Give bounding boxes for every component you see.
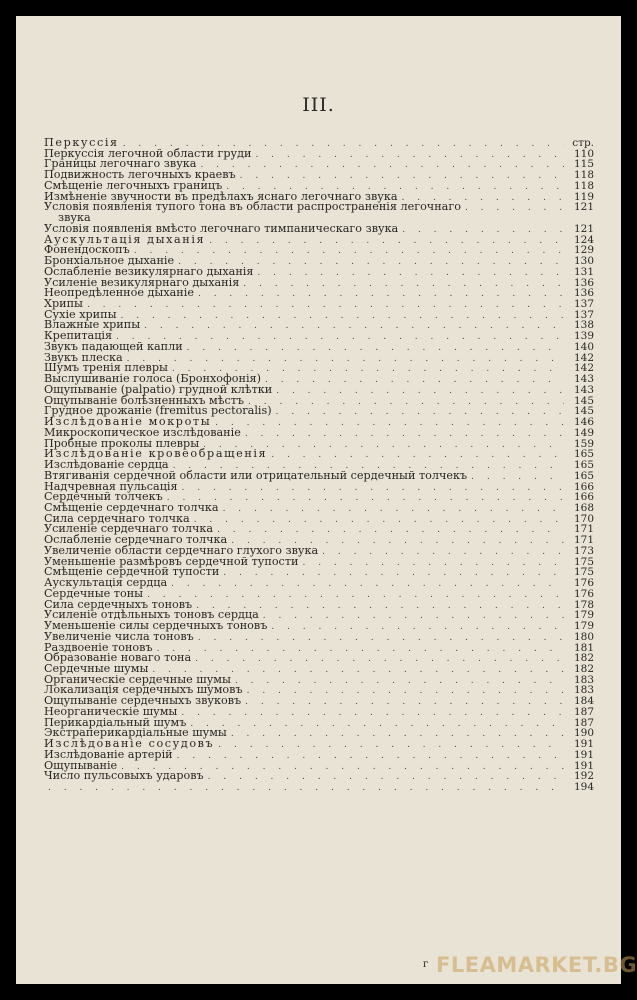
dot-leader	[167, 579, 564, 590]
toc-page-number: 173	[573, 544, 594, 557]
dot-leader	[244, 397, 564, 408]
toc-page-number: 149	[573, 426, 594, 439]
dot-leader	[253, 268, 564, 279]
dot-leader	[231, 676, 564, 687]
toc-entry-title: Границы легочнаго звука	[44, 157, 197, 171]
toc-page-number: 192	[573, 770, 594, 783]
toc-entry-title: Сила сердечныхъ тоновъ	[44, 597, 193, 611]
signature-mark: г	[423, 959, 429, 970]
toc-entry-title: Увеличеніе числа тоновъ	[44, 629, 194, 643]
dot-leader	[143, 590, 564, 601]
dot-leader	[239, 279, 564, 290]
toc-page-number: 143	[573, 373, 594, 386]
toc-page-number: 159	[573, 437, 594, 450]
dot-leader	[163, 493, 564, 504]
toc-page-number: 191	[573, 738, 594, 751]
dot-leader	[130, 246, 564, 257]
toc-entry	[44, 288, 594, 299]
toc-entry-title: Микроскопическое изслѣдованіе	[44, 425, 241, 439]
toc-page-number: 183	[573, 673, 594, 686]
toc-entry-title: Звукъ падающей капли	[44, 339, 183, 353]
toc-entry-title: Уменьшеніе силы сердечныхъ тоновъ	[44, 619, 268, 633]
toc-entry-title: Локализація сердечныхъ шумовъ	[44, 683, 243, 697]
toc-page-number: 191	[573, 748, 594, 761]
dot-leader	[227, 729, 564, 740]
dot-leader	[140, 321, 564, 332]
toc-page-number: 165	[573, 448, 594, 461]
dot-leader	[267, 450, 564, 461]
toc-page-number: 182	[573, 662, 594, 675]
toc-page-number: 170	[573, 512, 594, 525]
toc-entry-title: Уменьшеніе размѣровъ сердечной тупости	[44, 554, 299, 568]
toc-entry-title: Ослабленіе везикулярнаго дыханія	[44, 264, 254, 278]
toc-entry-title: Хрипы	[44, 297, 83, 311]
toc-entry-title: Бронхіальное дыханіе	[44, 254, 175, 268]
dot-leader	[241, 697, 564, 708]
toc-page-number: 165	[573, 459, 594, 472]
dot-leader	[123, 354, 564, 365]
toc-page-number: 179	[573, 620, 594, 633]
dot-leader	[318, 547, 564, 558]
toc-entry-title: звука	[58, 211, 91, 225]
toc-entry-title: Сердечные тоны	[44, 586, 144, 600]
dot-leader	[236, 171, 564, 182]
dot-leader	[205, 236, 564, 247]
page-heading: III.	[302, 94, 335, 116]
book-page	[16, 16, 637, 984]
toc-page-number: 166	[573, 480, 594, 493]
toc-page-number: 142	[573, 351, 594, 364]
toc-entry-title: Усиленіе отдѣльныхъ тоновъ сердца	[44, 608, 259, 622]
toc-entry-title: Сухіе хрипы	[44, 307, 117, 321]
toc-page-number: 146	[573, 416, 594, 429]
dot-leader	[117, 311, 565, 322]
dot-leader	[186, 719, 564, 730]
toc-entry-title: Ощупываніе болѣзненныхъ мѣстъ	[44, 393, 245, 407]
toc-page-number: стр.	[572, 137, 594, 149]
toc-page-number: 121	[573, 222, 594, 235]
toc-page-number: 145	[573, 405, 594, 418]
toc-entry-title: Сердечный толчекъ	[44, 490, 163, 504]
toc-entry-title: Число пульсовыхъ ударовъ	[44, 769, 204, 783]
toc-page-number: 136	[573, 287, 594, 300]
toc-page-number: 175	[573, 555, 594, 568]
toc-entry-title: Условія появленія вмѣсто легочнаго тимпаническаго звука	[44, 221, 399, 235]
toc-entry-title: Органическіе сердечные шумы	[44, 672, 231, 686]
toc-entry	[44, 339, 594, 353]
dot-leader	[214, 740, 564, 751]
toc-entry-title: Усиленіе сердечнаго толчка	[44, 522, 214, 536]
toc-entry-title: Неорганическіе шумы	[44, 704, 178, 718]
toc-entry-title: Ощупываніе (palpatio) грудной клѣтки	[44, 382, 273, 396]
toc-page-number: 143	[573, 383, 594, 396]
toc-page-number: 137	[573, 298, 594, 311]
dot-leader	[467, 472, 564, 483]
toc-page-number: 168	[573, 501, 594, 514]
toc-page-number: 140	[573, 340, 594, 353]
dot-leader	[194, 633, 564, 644]
toc-entry-title: Влажные хрипы	[44, 318, 141, 332]
toc-entry	[44, 782, 594, 793]
dot-leader	[243, 686, 564, 697]
toc-entry	[44, 771, 594, 782]
toc-page-number: 182	[573, 652, 594, 665]
toc-entry-title: Пробные проколы плевры	[44, 436, 200, 450]
dot-leader	[272, 386, 564, 397]
toc-entry-title: Раздвоеніе тоновъ	[44, 640, 153, 654]
toc-entry	[44, 202, 594, 213]
dot-leader	[219, 568, 564, 579]
dot-leader	[259, 611, 564, 622]
toc-page-number: 190	[573, 727, 594, 740]
toc-entry	[44, 320, 594, 331]
table-of-contents	[44, 138, 594, 793]
toc-page-number: 171	[573, 534, 594, 547]
toc-entry-title: Сила сердечнаго толчка	[44, 511, 190, 525]
toc-page-number: 145	[573, 394, 594, 407]
toc-entry-title: Смѣщеніе сердечнаго толчка	[44, 500, 219, 514]
toc-page-number: 142	[573, 362, 594, 375]
watermark-logo: FLEAMARKET.BG	[436, 953, 637, 977]
dot-leader	[190, 515, 564, 526]
dot-leader	[461, 203, 564, 214]
dot-leader	[173, 751, 564, 762]
dot-leader	[211, 418, 564, 429]
toc-page-number: 179	[573, 609, 594, 622]
dot-leader	[191, 654, 564, 665]
toc-page-number: 136	[573, 276, 594, 289]
toc-page-number: 119	[573, 190, 594, 203]
toc-entry-title: Изслѣдованіе сердца	[44, 458, 169, 472]
dot-leader	[261, 375, 564, 386]
dot-leader	[178, 483, 564, 494]
dot-leader	[267, 622, 564, 633]
toc-page-number: 194	[573, 781, 594, 794]
toc-entry-title: Изслѣдованіе артерій	[44, 747, 173, 761]
dot-leader	[398, 225, 564, 236]
toc-page-number: 187	[573, 705, 594, 718]
toc-entry-title: Звукъ плеска	[44, 350, 123, 364]
dot-leader	[219, 504, 564, 515]
dot-leader	[204, 772, 564, 783]
toc-page-number: 118	[573, 179, 594, 192]
toc-entry-title: Подвижность легочныхъ краевъ	[44, 168, 236, 182]
toc-page-number: 118	[573, 169, 594, 182]
toc-page-number: 165	[573, 469, 594, 482]
toc-entry-title: Втягиванія сердечной области или отрицательный сердечный толчекъ	[44, 468, 468, 482]
toc-entry-title: Условія появленія тупого тона въ области распространенія легочнаго	[44, 200, 461, 214]
dot-leader	[177, 708, 564, 719]
dot-leader	[183, 343, 564, 354]
dot-leader	[213, 525, 564, 536]
toc-entry-title: Грудное дрожаніе (fremitus pectoralis)	[44, 404, 272, 418]
toc-page-number: 166	[573, 491, 594, 504]
dot-leader	[153, 644, 564, 655]
toc-entry	[44, 299, 594, 310]
dot-leader	[241, 429, 564, 440]
toc-entry-title: Неопредѣленное дыханіе	[44, 286, 194, 300]
toc-page-number: 110	[573, 147, 594, 160]
dot-leader	[44, 783, 564, 794]
dot-leader	[194, 289, 564, 300]
toc-entry-title: Перикардіальный шумъ	[44, 715, 187, 729]
toc-entry	[44, 747, 594, 761]
toc-page-number: 183	[573, 684, 594, 697]
toc-page-number: 181	[573, 641, 594, 654]
toc-entry-title: Перкуссія легочной области груди	[44, 146, 252, 160]
toc-entry-title: Изслѣдованіе кровеобращенія	[44, 447, 268, 461]
toc-entry-title: Ощупываніе	[44, 758, 118, 772]
toc-page-number: 131	[573, 265, 594, 278]
toc-entry-title: Перкуссія	[44, 136, 119, 149]
toc-page-number: 184	[573, 695, 594, 708]
toc-entry-title: Образованіе новаго тона	[44, 651, 192, 665]
toc-entry-title: Усиленіе везикулярнаго дыханія	[44, 275, 240, 289]
toc-entry-title: Увеличеніе области сердечнаго глухого звука	[44, 543, 319, 557]
toc-entry-title: Сердечные шумы	[44, 661, 149, 675]
toc-entry-title: Изслѣдованіе сосудовъ	[44, 737, 215, 751]
toc-entry-title: Выслушиваніе голоса (Бронхофонія)	[44, 372, 261, 386]
toc-entry-title: Аускультація дыханія	[44, 232, 206, 246]
dot-leader	[196, 160, 564, 171]
toc-entry-title: Экстраперикардіальные шумы	[44, 726, 227, 740]
toc-page-number: 171	[573, 523, 594, 536]
toc-page-number: 124	[573, 233, 594, 246]
dot-leader	[298, 558, 564, 569]
toc-entry-title: Измѣненіе звучности въ предѣлахъ яснаго легочнаго звука	[44, 189, 398, 203]
toc-entry-title: Ослабленіе сердечнаго толчка	[44, 533, 228, 547]
toc-page-number: 176	[573, 577, 594, 590]
toc-page-number: 121	[573, 201, 594, 214]
toc-entry-title: Крепитація	[44, 329, 113, 343]
toc-page-number: 115	[573, 158, 594, 171]
toc-page-number: 130	[573, 255, 594, 268]
toc-page-number: 176	[573, 587, 594, 600]
toc-page-number: 129	[573, 244, 594, 257]
toc-page-number: 137	[573, 308, 594, 321]
toc-entry-title: Смѣщеніе легочныхъ границъ	[44, 178, 223, 192]
toc-page-number: 175	[573, 566, 594, 579]
toc-entry-title: Ощупываніе сердечныхъ звуковъ	[44, 694, 242, 708]
toc-entry-title: Шумъ тренія плевры	[44, 361, 168, 375]
toc-entry-title: Надчревная пульсація	[44, 479, 178, 493]
dot-leader	[272, 407, 564, 418]
toc-page-number: 180	[573, 630, 594, 643]
toc-page-number: 187	[573, 716, 594, 729]
toc-entry-title: Аускультація сердца	[44, 576, 168, 590]
toc-entry-title: Смѣщеніе сердечной тупости	[44, 565, 220, 579]
toc-page-number: 138	[573, 319, 594, 332]
toc-page-number: 191	[573, 759, 594, 772]
toc-page-number: 178	[573, 598, 594, 611]
dot-leader	[83, 300, 564, 311]
toc-page-number: 139	[573, 330, 594, 343]
dot-leader	[251, 150, 564, 161]
toc-entry-title: Изслѣдованіе мокроты	[44, 415, 212, 429]
toc-entry-title: Фонендоскопъ	[44, 243, 130, 257]
